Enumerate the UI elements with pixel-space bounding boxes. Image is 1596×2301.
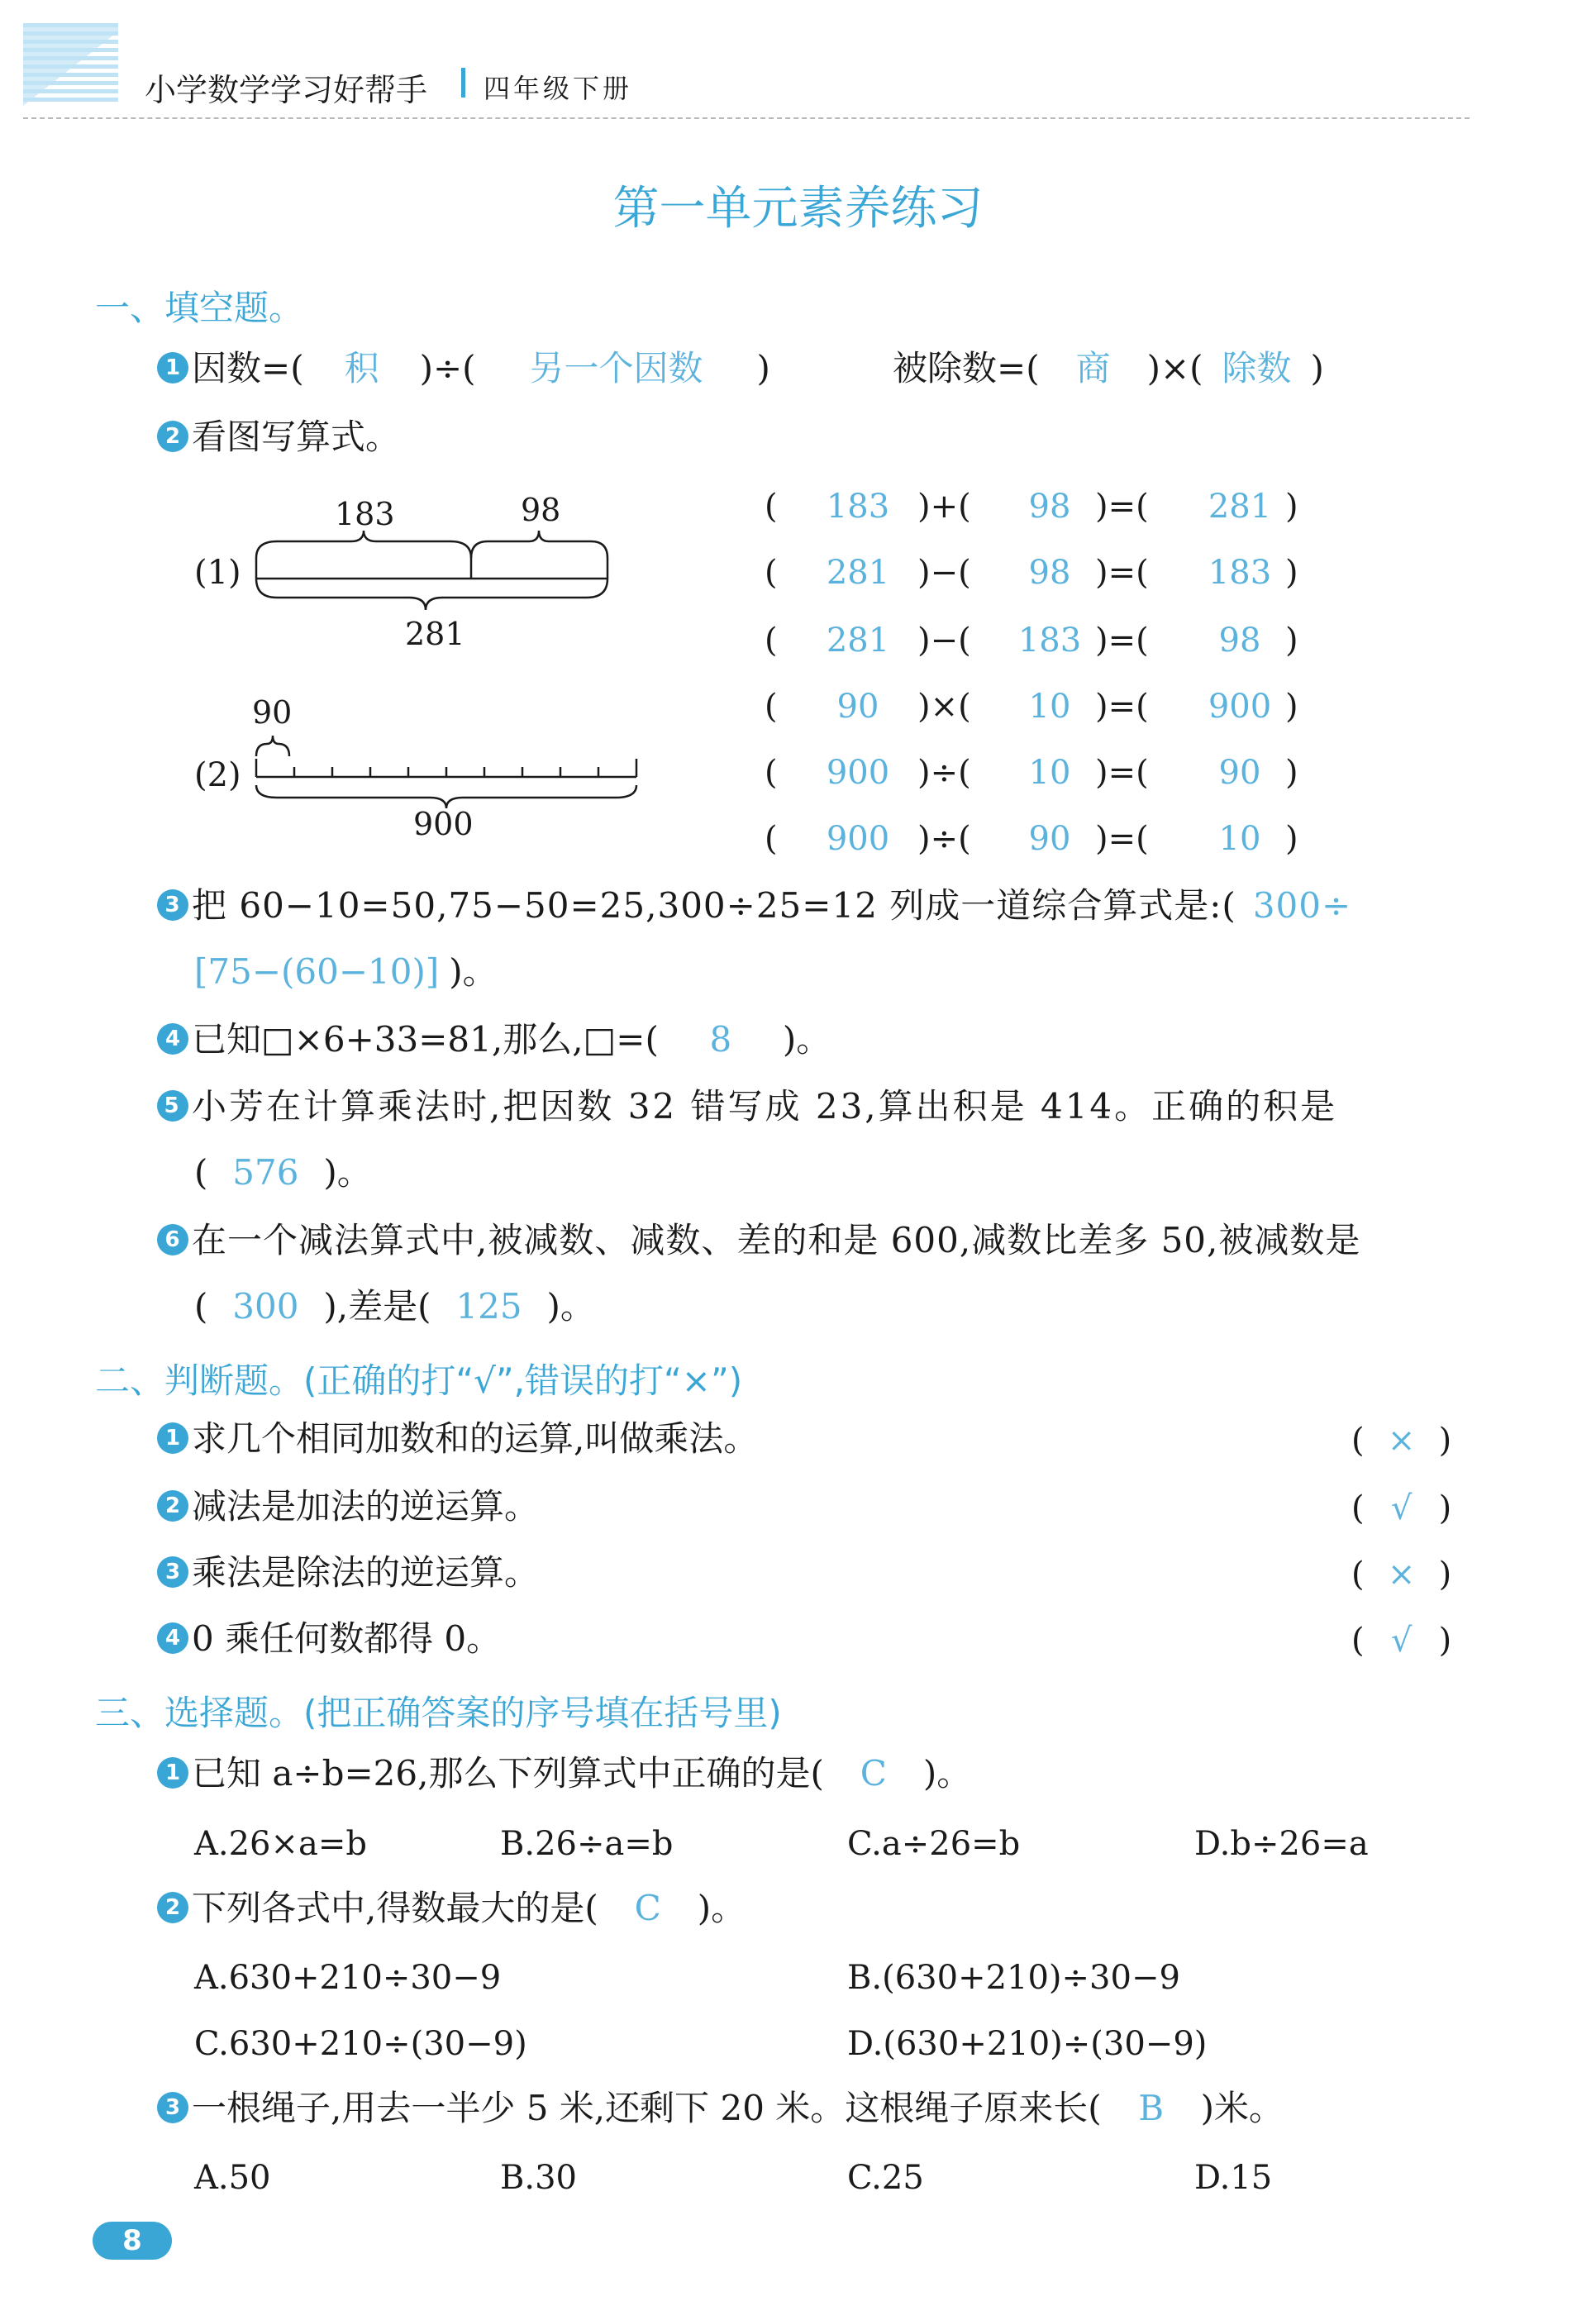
operator: )×(	[917, 688, 971, 726]
choice-q2: 2 下列各式中,得数最大的是( C )。	[157, 1891, 746, 1927]
answer-blank[interactable]: 10	[1028, 754, 1071, 792]
judge-answer-box[interactable]	[1351, 1555, 1451, 1594]
answer-blank[interactable]: 除数	[1222, 348, 1292, 388]
choice-q3: 3 一根绳子,用去一半少 5 米,还剩下 20 米。这根绳子原来长( B )米。	[157, 2091, 1284, 2127]
header-title: 小学数学学习好帮手	[145, 72, 428, 108]
judge-answer[interactable]: ×	[1387, 1555, 1416, 1594]
open-paren: (	[1351, 1622, 1365, 1660]
equals: )=(	[1095, 688, 1149, 726]
answer-blank[interactable]: 281	[826, 622, 890, 660]
judge-text: 求几个相同加数和的运算,叫做乘法。	[192, 1418, 759, 1459]
choice-q2-option-b[interactable]: B.(630+210)÷30−9	[847, 1959, 1180, 1997]
open-paren: (	[1351, 1422, 1365, 1460]
close-paren: )	[1285, 554, 1298, 592]
open-paren: (	[1351, 1489, 1365, 1527]
answer-blank[interactable]: 281	[1208, 488, 1272, 526]
judge-answer-box[interactable]	[1351, 1622, 1451, 1660]
close-paren: )	[1438, 1489, 1452, 1527]
choice-q2-option-c[interactable]: C.630+210÷(30−9)	[194, 2025, 527, 2063]
choice-q1-option-d[interactable]: D.b÷26=a	[1194, 1825, 1369, 1863]
answer-blank[interactable]: B	[1138, 2088, 1165, 2128]
judge-item	[157, 1552, 540, 1593]
header-bar	[23, 23, 118, 106]
header-rule	[23, 117, 1470, 119]
diagram-2-total: 900	[413, 806, 474, 842]
answer-blank[interactable]: 90	[836, 688, 879, 726]
answer-blank[interactable]: C	[634, 1888, 661, 1928]
answer-blank[interactable]: 900	[1208, 688, 1272, 726]
answer-blank[interactable]: 10	[1218, 820, 1261, 858]
close-paren: )	[1285, 688, 1298, 726]
number-badge: 3	[157, 889, 188, 921]
diagram-2-unit: 90	[252, 694, 293, 731]
number-badge: 6	[157, 1224, 188, 1255]
page-title: 第一单元素养练习	[612, 182, 984, 236]
choice-q3-option-b[interactable]: B.30	[500, 2159, 578, 2197]
fill-q5-cont: ( 576 )。	[194, 1152, 372, 1193]
page-number-label: 8	[122, 2224, 142, 2257]
fill-q6-cont: ( 300 ),差是( 125 )。	[194, 1286, 595, 1327]
answer-blank[interactable]: 10	[1028, 688, 1071, 726]
answer-blank[interactable]: 另一个因数	[529, 348, 703, 388]
header-grade: 四年级下册	[484, 73, 633, 104]
answer-blank[interactable]: 300	[232, 1286, 299, 1327]
fill-q1: 1 因数=( 积 )÷( 另一个因数 )	[157, 351, 770, 387]
answer-blank[interactable]: 90	[1218, 754, 1261, 792]
choice-q3-option-c[interactable]: C.25	[847, 2159, 924, 2197]
equals: )=(	[1095, 754, 1149, 792]
choice-q1: 1 已知 a÷b=26,那么下列算式中正确的是( C )。	[157, 1756, 971, 1792]
judge-answer[interactable]: √	[1390, 1622, 1413, 1660]
judge-answer-box[interactable]	[1351, 1422, 1451, 1460]
number-badge: 4	[157, 1622, 188, 1654]
operator: )−(	[917, 554, 971, 592]
answer-blank[interactable]: 900	[826, 820, 890, 858]
choice-q2-option-d[interactable]: D.(630+210)÷(30−9)	[847, 2025, 1208, 2063]
diagram-1	[194, 488, 624, 653]
number-badge: 5	[157, 1090, 188, 1122]
section-fill-heading: 一、填空题。	[95, 288, 304, 328]
header-decoration	[23, 23, 118, 106]
judge-text: 0 乘任何数都得 0。	[192, 1618, 502, 1659]
choice-q3-option-a[interactable]: A.50	[194, 2159, 271, 2197]
answer-blank[interactable]: 183	[1208, 554, 1272, 592]
judge-text: 乘法是除法的逆运算。	[192, 1552, 540, 1593]
fill-q5: 5 小芳在计算乘法时,把因数 32 错写成 23,算出积是 414。正确的积是	[157, 1089, 1337, 1125]
number-badge: 3	[157, 1556, 188, 1588]
diagram-2	[194, 694, 657, 851]
fill-q2: 2 看图写算式。	[157, 420, 400, 455]
equals: )=(	[1095, 820, 1149, 858]
open-paren: (	[765, 688, 778, 726]
equals: )=(	[1095, 488, 1149, 526]
answer-blank[interactable]: 积	[344, 348, 379, 388]
close-paren: )	[1438, 1622, 1452, 1660]
answer-blank[interactable]: 商	[1075, 348, 1111, 388]
diagram-1-total: 281	[405, 616, 465, 652]
open-paren: (	[765, 554, 778, 592]
choice-q1-option-b[interactable]: B.26÷a=b	[500, 1825, 674, 1863]
number-badge: 4	[157, 1023, 188, 1055]
answer-blank[interactable]: 900	[826, 754, 890, 792]
answer-blank[interactable]: C	[860, 1753, 887, 1794]
judge-item	[157, 1418, 759, 1459]
fill-q4: 4 已知□×6+33=81,那么,□=( 8 )。	[157, 1022, 831, 1058]
answer-blank[interactable]: 300÷	[1252, 885, 1352, 926]
answer-blank[interactable]: 576	[232, 1152, 299, 1193]
answer-blank[interactable]: 281	[826, 554, 890, 592]
diagram-1-label: (1)	[194, 554, 241, 592]
diagram-1-right-value: 98	[521, 492, 561, 528]
answer-blank[interactable]: 125	[455, 1286, 522, 1327]
section-judge-heading: 二、判断题。(正确的打“√”,错误的打“×”)	[95, 1360, 743, 1401]
open-paren: (	[765, 754, 778, 792]
diagram-2-label: (2)	[194, 756, 241, 794]
number-badge: 2	[157, 1892, 188, 1923]
number-badge: 3	[157, 2092, 188, 2123]
close-paren: )	[1285, 754, 1298, 792]
close-paren: )	[1438, 1555, 1452, 1594]
fill-q3: 3 把 60−10=50,75−50=25,300÷25=12 列成一道综合算式是:( 300÷	[157, 888, 1351, 924]
number-badge: 1	[157, 1422, 188, 1454]
number-badge: 2	[157, 421, 188, 452]
judge-item	[157, 1486, 540, 1527]
operator: )÷(	[917, 820, 971, 858]
equals: )=(	[1095, 554, 1149, 592]
open-paren: (	[765, 488, 778, 526]
answer-blank[interactable]: [75−(60−10)]	[194, 951, 440, 992]
operator: )+(	[917, 488, 971, 526]
fill-q3-cont: [75−(60−10)] )。	[194, 951, 498, 992]
answer-blank[interactable]: 183	[826, 488, 890, 526]
close-paren: )	[1438, 1422, 1452, 1460]
close-paren: )	[1285, 622, 1298, 660]
operator: )−(	[917, 622, 971, 660]
answer-blank[interactable]: 90	[1028, 820, 1071, 858]
answer-blank[interactable]: 98	[1028, 488, 1071, 526]
answer-blank[interactable]: 98	[1218, 622, 1261, 660]
number-badge: 1	[157, 352, 188, 384]
fill-q6: 6 在一个减法算式中,被减数、减数、差的和是 600,减数比差多 50,被减数是	[157, 1223, 1360, 1259]
judge-answer-box[interactable]	[1351, 1489, 1451, 1527]
choice-q3-option-d[interactable]: D.15	[1194, 2159, 1273, 2197]
close-paren: )	[1285, 820, 1298, 858]
diagram-2-ruler	[194, 694, 657, 851]
answer-blank[interactable]: 8	[709, 1019, 732, 1060]
fill-q1b: 被除数=( 商 )×( 除数 )	[893, 348, 1324, 388]
judge-answer[interactable]: √	[1390, 1489, 1413, 1527]
answer-blank[interactable]: 183	[1017, 622, 1082, 660]
close-paren: )	[1285, 488, 1298, 526]
answer-blank[interactable]: 98	[1028, 554, 1071, 592]
open-paren: (	[765, 622, 778, 660]
judge-item	[157, 1618, 502, 1659]
choice-q2-option-a[interactable]: A.630+210÷30−9	[194, 1959, 502, 1997]
section-choice-heading: 三、选择题。(把正确答案的序号填在括号里)	[95, 1693, 782, 1733]
number-badge: 1	[157, 1757, 188, 1789]
choice-q1-option-c[interactable]: C.a÷26=b	[847, 1825, 1021, 1863]
diagram-1-left-value: 183	[335, 496, 395, 532]
judge-text: 减法是加法的逆运算。	[192, 1486, 540, 1527]
open-paren: (	[1351, 1555, 1365, 1594]
judge-answer[interactable]: ×	[1387, 1422, 1416, 1460]
diagram-1-braces	[194, 488, 624, 653]
choice-q1-option-a[interactable]: A.26×a=b	[194, 1825, 367, 1863]
header-divider	[461, 68, 465, 98]
number-badge: 2	[157, 1490, 188, 1522]
open-paren: (	[765, 820, 778, 858]
operator: )÷(	[917, 754, 971, 792]
equals: )=(	[1095, 622, 1149, 660]
